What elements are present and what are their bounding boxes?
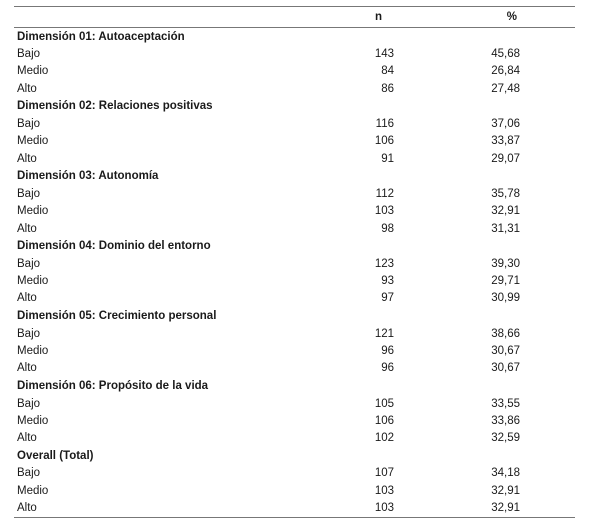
header-pct: % [394,7,575,28]
row-label: Alto [17,222,37,235]
results-table-container [14,6,575,518]
row-pct: 33,86 [491,414,520,427]
row-n: 116 [375,118,394,131]
row-pct: 29,71 [491,275,520,288]
row-n: 112 [375,187,394,200]
row-n: 143 [374,48,394,61]
row-n: 103 [374,205,394,218]
table-row [14,413,575,430]
row-label: Bajo [17,48,41,61]
header-label-cell [14,7,314,28]
table-row [14,326,575,343]
row-pct: 30,67 [491,362,520,375]
row-label: Alto [17,292,37,305]
table-row [14,465,575,482]
row-pct: 37,06 [491,118,520,131]
row-pct: 38,66 [491,327,520,340]
table-row [14,220,575,237]
row-pct: 32,91 [491,484,520,497]
row-pct: 35,78 [491,187,520,200]
row-n: 96 [381,345,394,357]
group-row [14,238,575,256]
table-row [14,116,575,133]
table-row [14,63,575,80]
row-pct: 39,30 [491,257,520,270]
group-title: Dimensión 02: Relaciones positivas [17,100,213,113]
row-n: 121 [374,327,394,340]
table-row [14,81,575,98]
row-n: 106 [374,135,394,148]
table-row [14,343,575,360]
group-row [14,168,575,186]
row-pct: 33,87 [491,135,520,148]
group-title: Dimensión 01: Autoaceptación [17,30,185,43]
table-row [14,256,575,273]
row-pct: 34,18 [491,467,520,480]
row-pct: 27,48 [491,82,520,95]
row-n: 97 [381,292,394,305]
group-row [14,98,575,116]
row-label: Medio [17,65,49,78]
group-title: Dimensión 05: Crecimiento personal [17,310,217,323]
row-label: Alto [17,82,37,95]
row-label: Medio [17,484,49,497]
row-n: 98 [381,222,394,235]
row-pct: 29,07 [491,152,520,165]
row-n: 103 [314,500,394,518]
row-pct: 32,91 [491,205,520,218]
table-row [14,203,575,220]
row-pct: 30,99 [491,292,520,305]
row-n: 107 [374,467,394,480]
table-row [14,430,575,447]
row-label: Alto [17,362,37,375]
row-pct: 32,91 [394,500,575,518]
results-table [14,6,575,518]
header-row [14,7,575,28]
group-title: Overall (Total) [17,449,94,462]
row-n: 123 [374,257,394,270]
row-pct: 32,59 [491,432,520,445]
header-n: n [314,7,394,28]
group-row [14,447,575,465]
table-row [14,360,575,377]
row-label: Bajo [17,327,41,340]
table-row [14,150,575,167]
row-pct: 33,55 [491,397,520,410]
table-row [14,133,575,150]
table-row [14,186,575,203]
group-row [14,28,575,47]
group-title: Dimensión 04: Dominio del entorno [17,240,211,253]
row-pct: 30,67 [491,345,520,357]
group-row [14,377,575,395]
table-row [14,46,575,63]
row-pct: 45,68 [491,48,520,61]
row-label: Bajo [17,467,41,480]
row-n: 93 [381,275,394,288]
table-body [14,28,575,518]
row-label: Medio [17,205,49,218]
row-label: Bajo [17,118,41,131]
row-n: 105 [374,397,394,410]
row-n: 96 [381,362,394,375]
row-label: Alto [17,152,37,165]
table-row [14,500,575,518]
row-label: Medio [17,414,49,427]
table-row [14,483,575,500]
row-n: 102 [374,432,394,445]
group-title: Dimensión 06: Propósito de la vida [17,379,209,392]
row-label: Bajo [17,187,41,200]
row-label: Medio [17,135,49,148]
row-label: Bajo [17,397,41,410]
row-label: Medio [17,345,49,357]
row-pct: 26,84 [491,65,520,78]
row-n: 86 [381,82,394,95]
row-label: Bajo [17,257,41,270]
row-n: 106 [374,414,394,427]
group-row [14,308,575,326]
row-n: 84 [381,65,394,78]
row-label: Alto [17,432,37,445]
row-n: 103 [374,484,394,497]
row-n: 91 [381,152,394,165]
table-row [14,273,575,290]
group-title: Dimensión 03: Autonomía [17,170,159,183]
table-row [14,395,575,412]
table-row [14,290,575,307]
table-header [14,7,575,28]
row-pct: 31,31 [491,222,520,235]
row-label: Medio [17,275,49,288]
row-label: Alto [14,500,314,518]
